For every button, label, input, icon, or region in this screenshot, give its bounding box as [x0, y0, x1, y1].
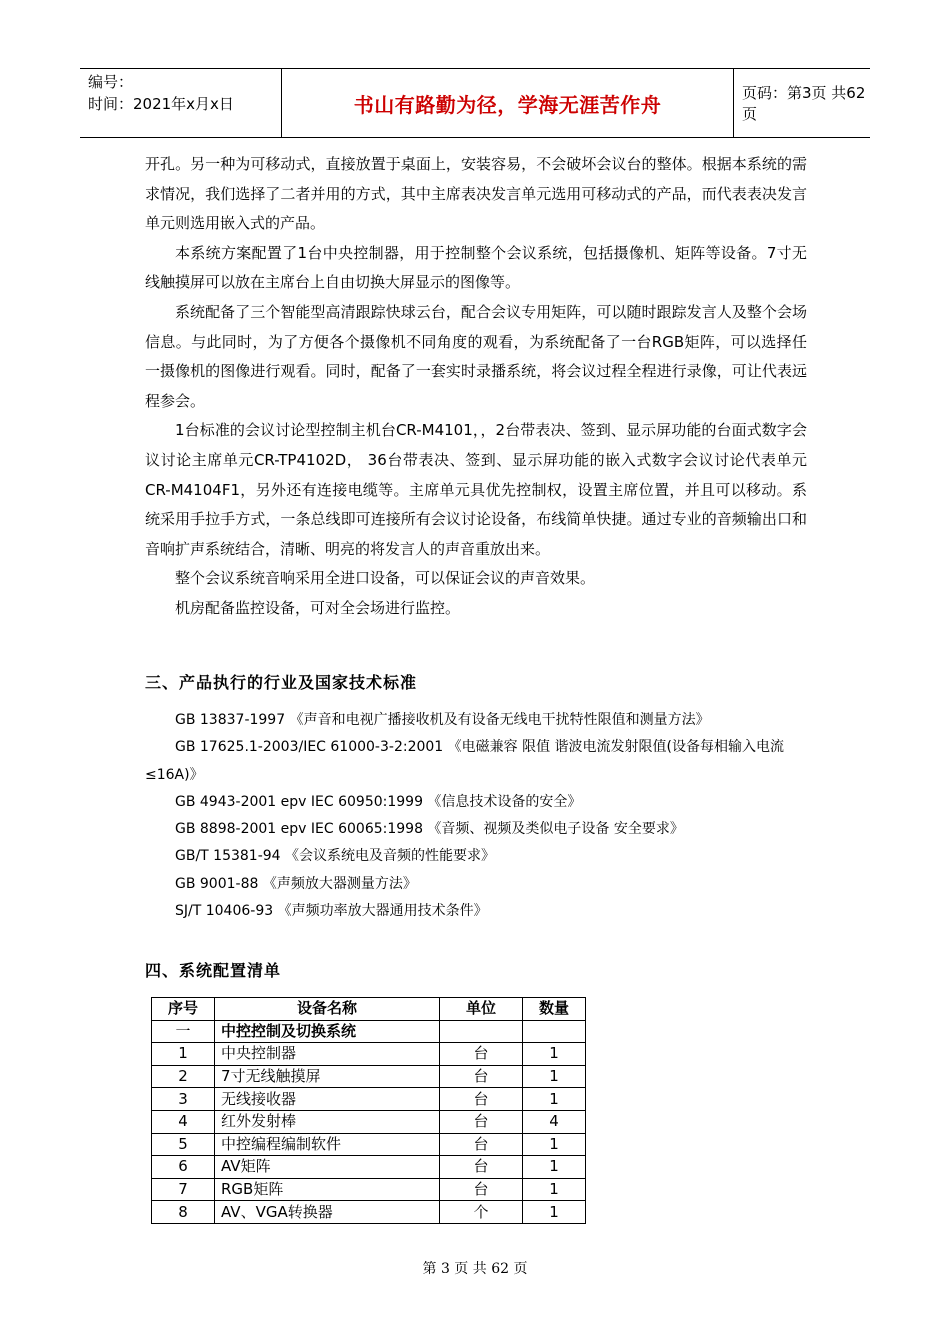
row-name: 无线接收器	[215, 1088, 440, 1111]
header-col-unit: 单位	[440, 998, 523, 1021]
header-info	[80, 69, 282, 137]
standard-item: GB 13837-1997 《声音和电视广播接收机及有设备无线电干扰特性限值和测量方法》	[175, 712, 710, 728]
standard-item: GB 4943-2001 epv IEC 60950:1999 《信息技术设备的安全》	[175, 793, 582, 810]
header-col-no: 序号	[152, 998, 215, 1021]
header-number-label: 编号：	[88, 73, 134, 91]
row-name: 7寸无线触摸屏	[215, 1065, 440, 1088]
row-unit: 台	[440, 1156, 523, 1179]
section-4-heading: 四、系统配置清单	[145, 961, 282, 980]
config-table	[151, 997, 586, 1224]
table-row	[152, 1065, 586, 1088]
group-qty	[523, 1020, 586, 1043]
body-paragraph: 本系统方案配置了1台中央控制器，用于控制整个会议系统，包括摄像机、矩阵等设备。7寸无线触摸屏可以放在主席台上自由切换大屏显示的图像等。	[145, 243, 807, 292]
row-name: 中控编程编制软件	[215, 1133, 440, 1156]
row-unit: 台	[440, 1043, 523, 1066]
row-unit: 台	[440, 1065, 523, 1088]
group-no: 一	[152, 1020, 215, 1043]
group-name: 中控控制及切换系统	[215, 1020, 440, 1043]
body-paragraph: 整个会议系统音响采用全进口设备，可以保证会议的声音效果。	[175, 569, 596, 588]
row-unit: 台	[440, 1133, 523, 1156]
page-footer: 第 3 页 共 62 页	[422, 1261, 528, 1277]
table-row	[152, 1178, 586, 1201]
row-name: 红外发射棒	[215, 1110, 440, 1133]
row-no: 2	[152, 1065, 215, 1088]
table-group-row	[152, 1020, 586, 1043]
body-text	[145, 150, 807, 624]
row-no: 4	[152, 1110, 215, 1133]
row-no: 3	[152, 1088, 215, 1111]
header-page-label: 页码：第3页 共62页	[742, 84, 866, 123]
standards-list	[145, 707, 807, 925]
header-col-name: 设备名称	[215, 998, 440, 1021]
row-no: 5	[152, 1133, 215, 1156]
table-row	[152, 1201, 586, 1224]
body-paragraph: 机房配备监控设备，可对全会场进行监控。	[175, 598, 461, 617]
body-paragraph: 开孔。另一种为可移动式，直接放置于桌面上，安装容易，不会破坏会议台的整体。根据本系统的需求情况，我们选择了二者并用的方式，其中主席表决发言单元选用可移动式的产品，而代表表决发言单元则选用嵌入式的产品。	[145, 155, 807, 233]
row-unit: 台	[440, 1088, 523, 1111]
table-row	[152, 1043, 586, 1066]
row-no: 1	[152, 1043, 215, 1066]
row-qty: 1	[523, 1156, 586, 1179]
row-qty: 1	[523, 1088, 586, 1111]
row-name: 中央控制器	[215, 1043, 440, 1066]
header-col-qty: 数量	[523, 998, 586, 1021]
table-row	[152, 1110, 586, 1133]
standard-item: GB 8898-2001 epv IEC 60065:1998 《音频、视频及类似电子设备 安全要求》	[175, 821, 684, 838]
row-qty: 1	[523, 1178, 586, 1201]
row-no: 7	[152, 1178, 215, 1201]
standard-item: GB 17625.1-2003/IEC 61000-3-2:2001 《电磁兼容 限值 谐波电流发射限值(设备每相输入电流≤16A)》	[145, 739, 785, 783]
page-header	[80, 68, 870, 138]
body-paragraph: 系统配备了三个智能型高清跟踪快球云台，配合会议专用矩阵，可以随时跟踪发言人及整个会场信息。与此同时，为了方便各个摄像机不同角度的观看，为系统配备了一台RGB矩阵，可以选择任一摄像机的图像进行观看。同时，配备了一套实时录播系统，将会议过程全程进行录像，可让代表远程参会。	[145, 302, 807, 410]
row-qty: 1	[523, 1065, 586, 1088]
row-unit: 台	[440, 1110, 523, 1133]
row-unit: 个	[440, 1201, 523, 1224]
row-no: 8	[152, 1201, 215, 1224]
row-name: RGB矩阵	[215, 1178, 440, 1201]
table-row	[152, 1088, 586, 1111]
row-qty: 4	[523, 1110, 586, 1133]
table-row	[152, 1133, 586, 1156]
body-paragraph: 1台标准的会议讨论型控制主机台CR-M4101，，2台带表决、签到、显示屏功能的台面式数字会议讨论主席单元CR-TP4102D， 36台带表决、签到、显示屏功能的嵌入式数字会议讨论代表单元CR-M4104F1，另外还有连接电缆等。主席单元具优先控制权，设置主席位置，并且可以移动。系统采用手拉手方式，一条总线即可连接所有会议讨论设备，布线简单快捷。通过专业的音频输出口和音响扩声系统结合，清晰、明亮的将发言人的声音重放出来。	[145, 421, 807, 558]
header-time-label: 时间：2021年x月x日	[88, 95, 234, 113]
row-qty: 1	[523, 1133, 586, 1156]
row-no: 6	[152, 1156, 215, 1179]
standard-item: GB/T 15381-94 《会议系统电及音频的性能要求》	[175, 848, 496, 865]
row-qty: 1	[523, 1043, 586, 1066]
standard-item: GB 9001-88 《声频放大器测量方法》	[175, 875, 417, 892]
table-row	[152, 1156, 586, 1179]
section-3-heading: 三、产品执行的行业及国家技术标准	[145, 673, 418, 692]
standard-item: SJ/T 10406-93 《声频功率放大器通用技术条件》	[175, 903, 488, 920]
header-motto: 书山有路勤为径，学海无涯苦作舟	[282, 69, 734, 137]
row-qty: 1	[523, 1201, 586, 1224]
row-name: AV、VGA转换器	[215, 1201, 440, 1224]
row-name: AV矩阵	[215, 1156, 440, 1179]
row-unit: 台	[440, 1178, 523, 1201]
table-header-row	[152, 998, 586, 1021]
group-unit	[440, 1020, 523, 1043]
